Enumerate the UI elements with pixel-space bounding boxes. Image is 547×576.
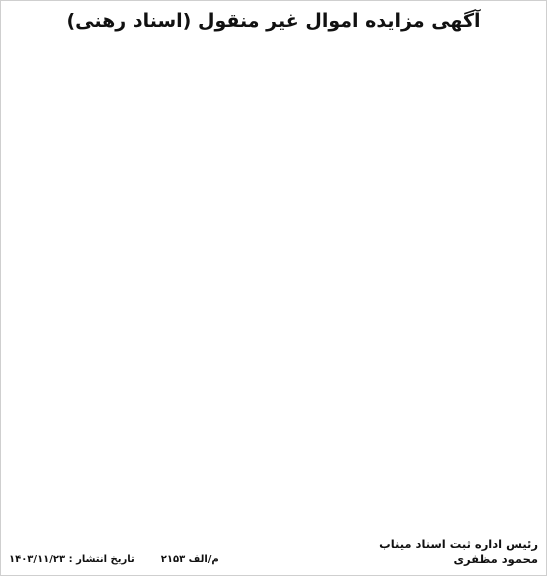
notice-paragraph <box>9 53 538 66</box>
publication-date-group <box>9 553 135 567</box>
notice-paragraph <box>9 81 538 94</box>
notice-body <box>9 39 538 531</box>
notice-footer <box>9 531 538 567</box>
signature-name: محمود مظفری <box>453 552 538 566</box>
notice-header <box>9 7 538 39</box>
publication-date-label: تاریخ انتشار : <box>68 554 135 565</box>
signature-block <box>379 537 538 567</box>
signature-office: رئیس اداره ثبت اسناد میناب <box>379 537 538 551</box>
notice-paragraph <box>9 67 538 80</box>
notice-paragraph <box>9 95 538 108</box>
notice-paragraph <box>9 39 538 52</box>
notice-title: آگهی مزایده اموال غیر منقول (اسناد رهنی) <box>66 10 481 32</box>
reference-code: م/الف ۲۱۵۳ <box>160 554 219 565</box>
notice-paragraph <box>9 109 538 122</box>
publication-date: ۱۴۰۳/۱۱/۲۳ <box>9 554 66 565</box>
reference-line <box>9 553 219 567</box>
